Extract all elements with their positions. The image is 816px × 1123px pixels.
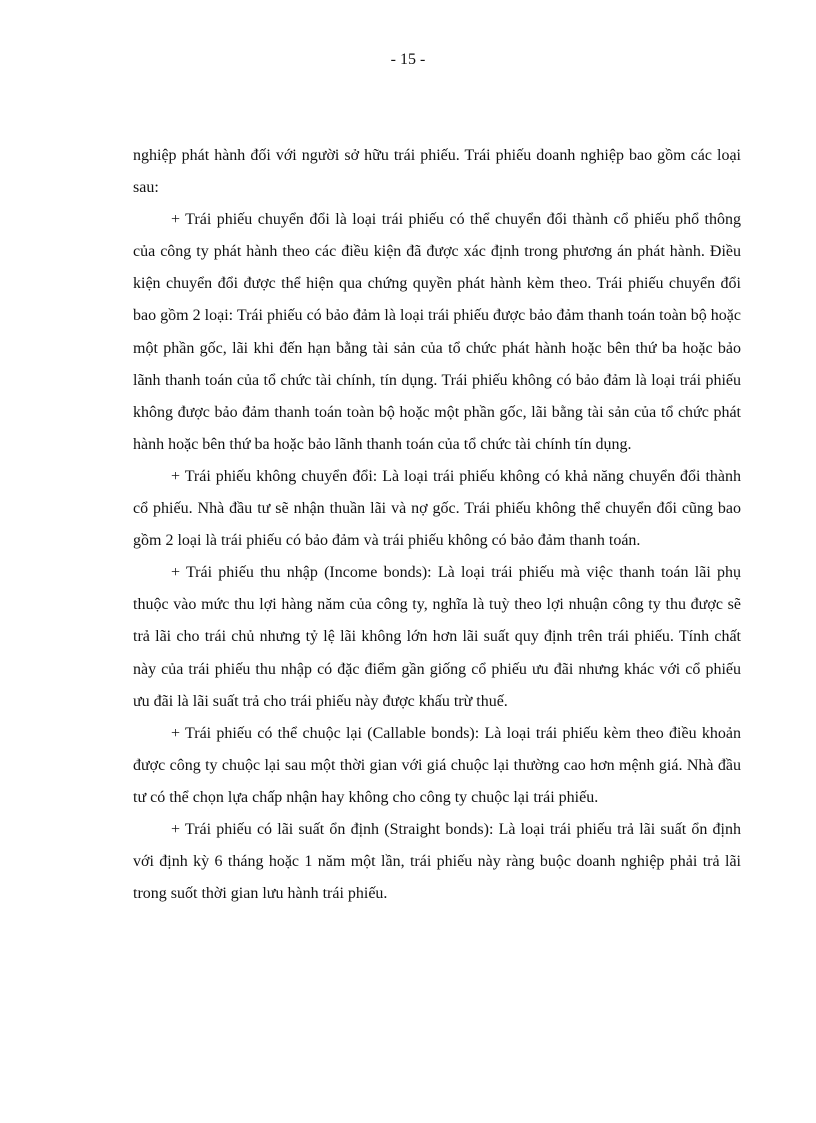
paragraph-callable-bonds: + Trái phiếu có thể chuộc lại (Callable bonds): Là loại trái phiếu kèm theo điều khoản được công ty chuộc lại sau một thời gian với giá chuộc lại thường cao hơn mệnh giá. Nhà đầu tư có thể chọn lựa chấp nhận hay không cho công ty chuộc lại trái phiếu. [133,724,741,806]
paragraph-income-bonds: + Trái phiếu thu nhập (Income bonds): Là loại trái phiếu mà việc thanh toán lãi phụ thuộc vào mức thu lợi hàng năm của công ty, nghĩa là tuỳ theo lợi nhuận công ty thu được sẽ trả lãi cho trái chủ nhưng tỷ lệ lãi không lớn hơn lãi suất quy định trên trái phiếu. Tính chất này của trái phiếu thu nhập có đặc điểm gần giống cổ phiếu ưu đãi nhưng khác với cổ phiếu ưu đãi là lãi suất trả cho trái phiếu này được khấu trừ thuế. [133,564,741,710]
paragraph-convertible-bonds: + Trái phiếu chuyển đổi là loại trái phiếu có thể chuyển đổi thành cổ phiếu phổ thông của công ty phát hành theo các điều kiện đã được xác định trong phương án phát hành. Điều kiện chuyển đổi được thể hiện qua chứng quyền phát hành kèm theo. Trái phiếu chuyển đổi bao gồm 2 loại: Trái phiếu có bảo đảm là loại trái phiếu được bảo đảm thanh toán toàn bộ hoặc một phần gốc, lãi khi đến hạn bằng tài sản của tổ chức phát hành hoặc bên thứ ba hoặc bảo lãnh thanh toán của tổ chức tài chính, tín dụng. Trái phiếu không có bảo đảm là loại trái phiếu không được bảo đảm thanh toán toàn bộ hoặc một phần gốc, lãi bằng tài sản của tổ chức phát hành hoặc bên thứ ba hoặc bảo lãnh thanh toán của tổ chức tài chính tín dụng. [133,211,741,453]
paragraph-non-convertible-bonds: + Trái phiếu không chuyển đổi: Là loại trái phiếu không có khả năng chuyển đổi thành cổ phiếu. Nhà đầu tư sẽ nhận thuần lãi và nợ gốc. Trái phiếu không thể chuyển đổi cũng bao gồm 2 loại là trái phiếu có bảo đảm và trái phiếu không có bảo đảm thanh toán. [133,467,741,550]
paragraph-straight-bonds: + Trái phiếu có lãi suất ổn định (Straight bonds): Là loại trái phiếu trả lãi suất ổn định với định kỳ 6 tháng hoặc 1 năm một lần, trái phiếu này ràng buộc doanh nghiệp phải trả lãi trong suốt thời gian lưu hành trái phiếu. [133,820,741,903]
document-body [133,140,741,910]
paragraph-continuation: nghiệp phát hành đối với người sở hữu trái phiếu. Trái phiếu doanh nghiệp bao gồm các loại sau: [133,147,741,197]
page-number: - 15 - [390,51,426,68]
